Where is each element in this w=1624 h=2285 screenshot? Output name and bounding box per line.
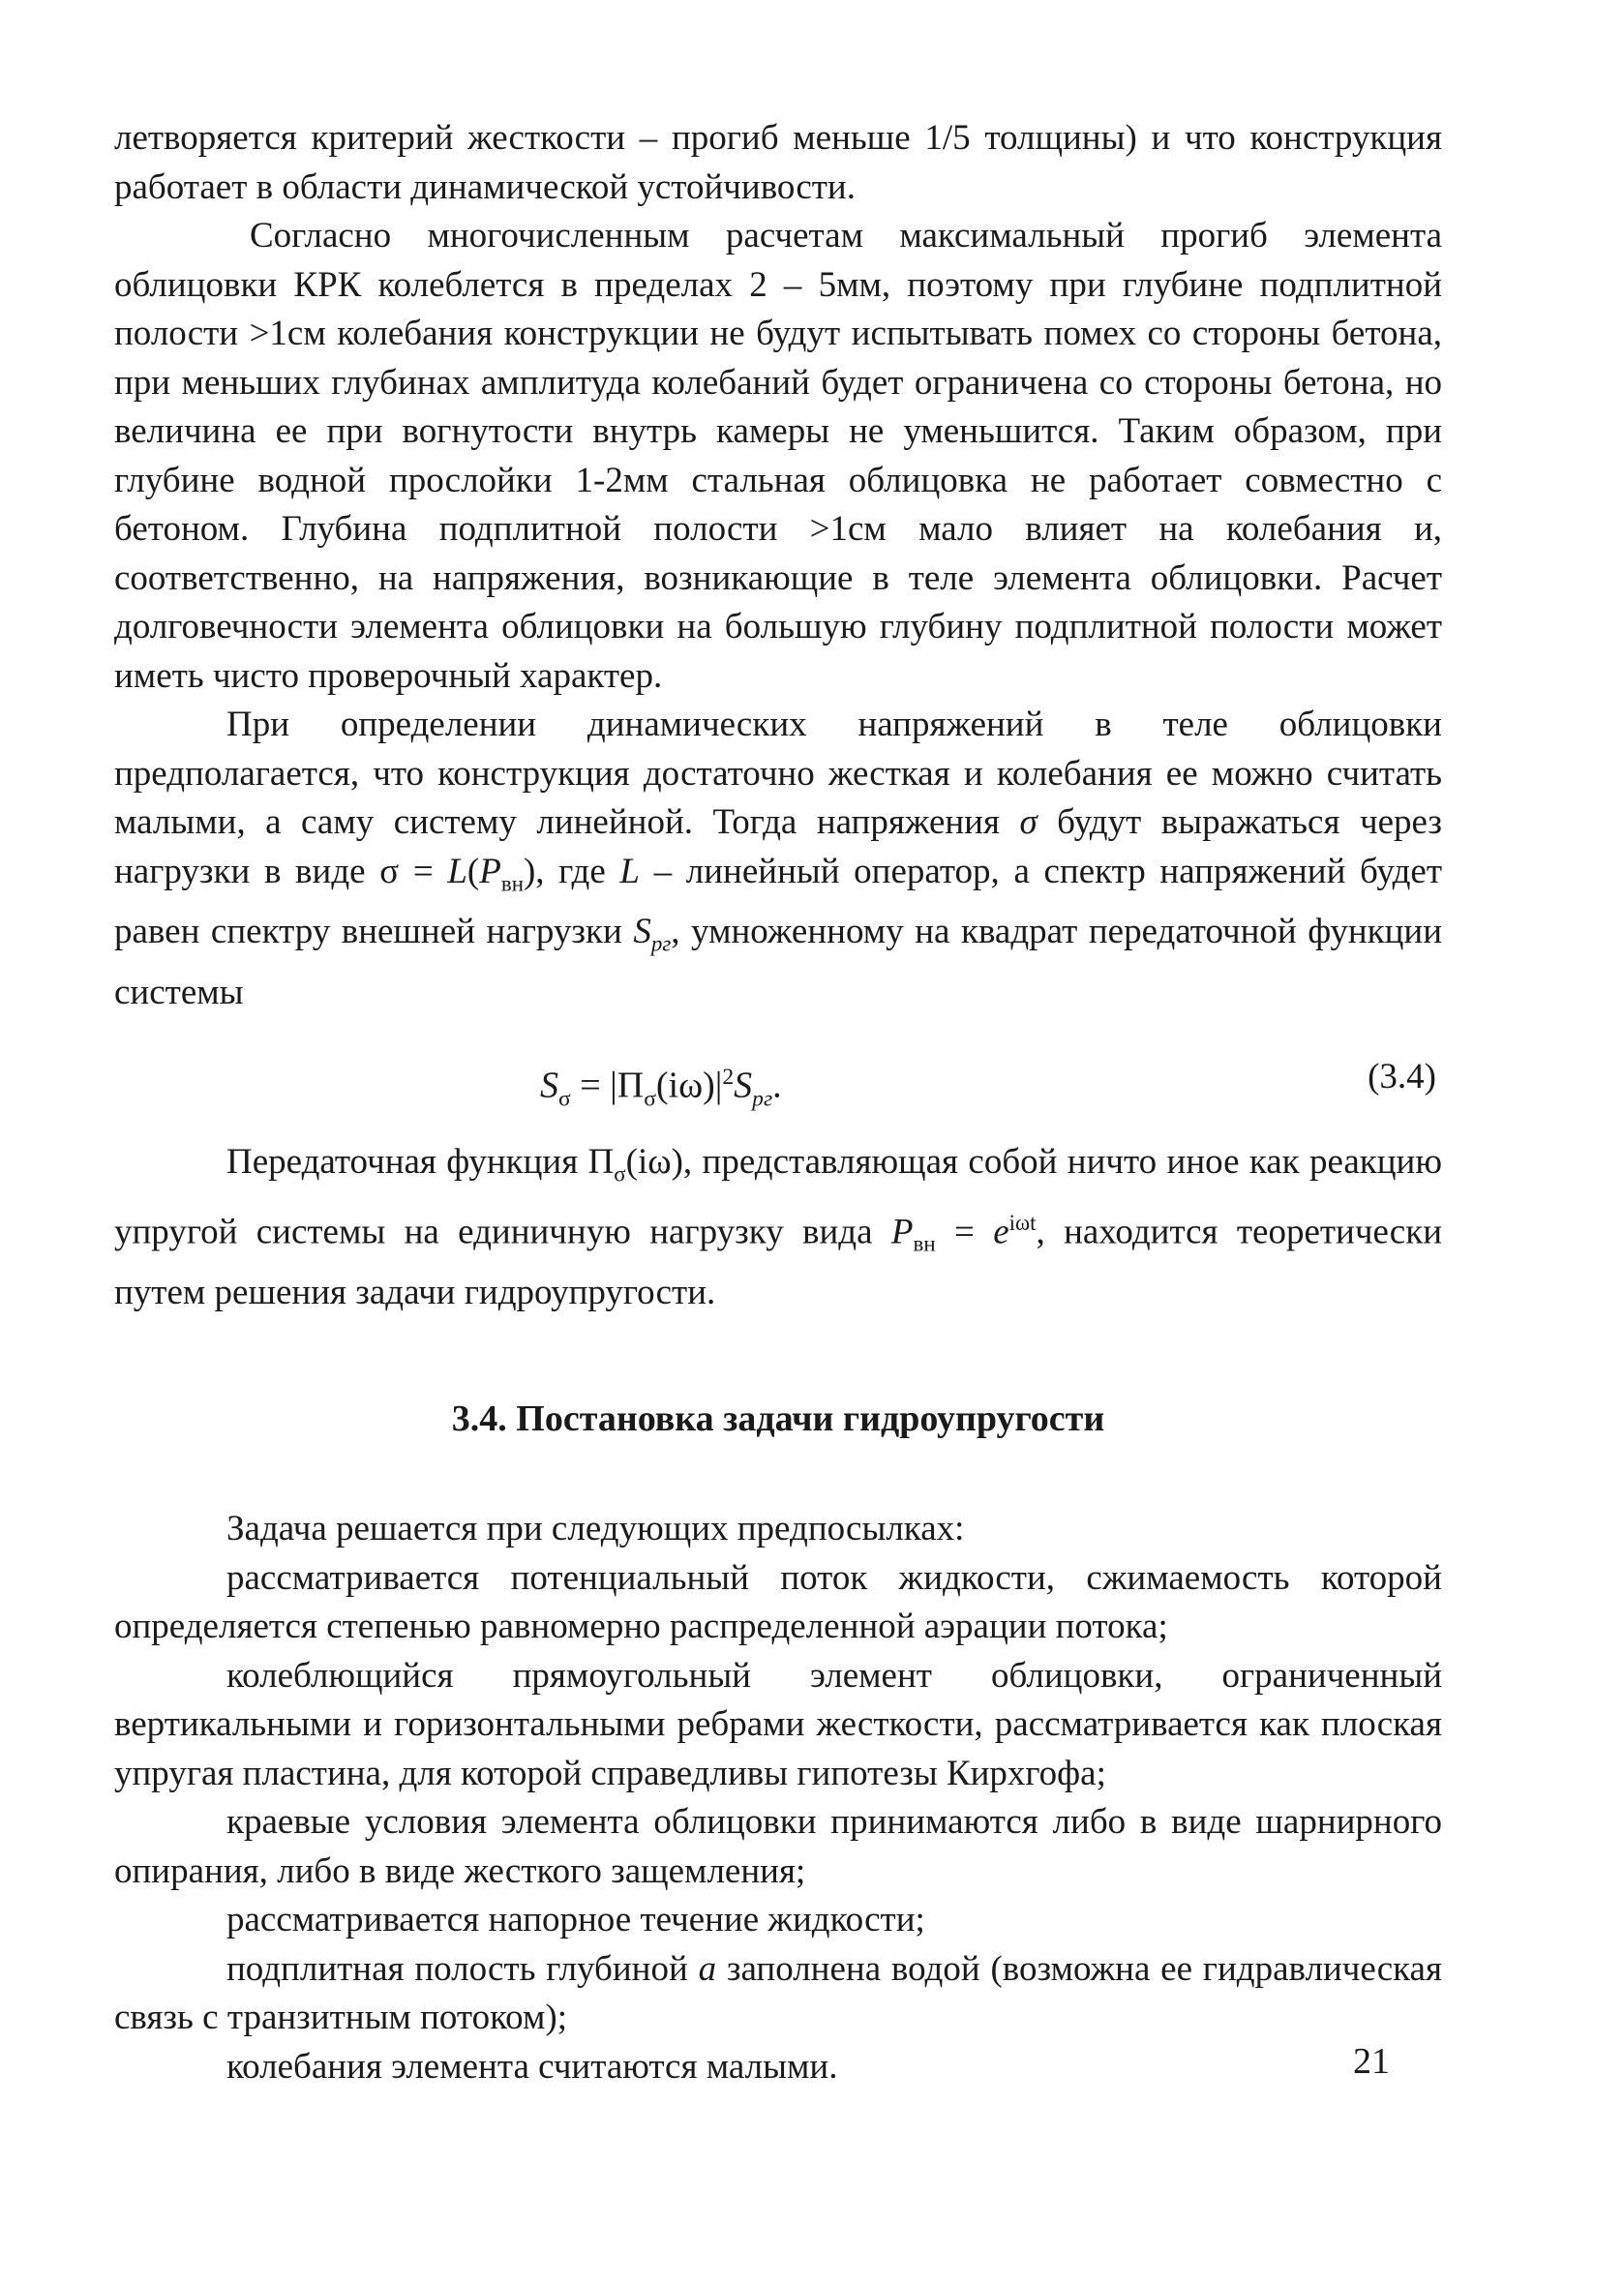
paragraph-4: Передаточная функция $\Pi_\sigma(i\omega)$, представляющая собой ничто иное как реакцию упругой системы на единичную нагрузку вида $P_{вн} = e^{i\omega t}$, находится теоретически путем решения задачи гидроупругости. <box>114 1141 1443 1312</box>
list-item: рассматривается напорное течение жидкости; <box>226 1900 925 1940</box>
list-item: краевые условия элемента облицовки принимаются либо в виде шарнирного опирания, либо в виде жесткого защемления; <box>114 1802 1442 1891</box>
formula-3-4 <box>114 1036 1442 1125</box>
text-column <box>114 114 1442 2091</box>
list-item: колеблющийся прямоугольный элемент облицовки, ограниченный вертикальными и горизонтальными ребрами жесткости, рассматривается как плоская упругая пластина, для которой справедливы гипотезы Кирхгофа; <box>114 1655 1442 1793</box>
paragraph-3: При определении динамических напряжений в теле облицовки предполагается, что конструкция достаточно жесткая и колебания ее можно считать малыми, а саму систему линейной. Тогда напряжения σ будут выражаться через нагрузки в виде $\sigma = L(P_{вн})$, где L – линейный оператор, а спектр напряжений будет равен спектру внешней нагрузки $S_{рг}$, умноженному на квадрат передаточной функции системы <box>114 705 1443 1013</box>
equation-number: (3.4) <box>1368 1056 1436 1097</box>
paragraph-2: Согласно многочисленным расчетам максимальный прогиб элемента облицовки КРК колеблется в пределах 2 – 5мм, поэтому при глубине подплитной полости >1см колебания конструкции не будут испытывать помех со стороны бетона, при меньших глубинах амплитуда колебаний будет ограничена со стороны бетона, но величина ее при вогнутости внутрь камеры не уменьшится. Таким образом, при глубине водной прослойки 1-2мм стальная облицовка не работает совместно с бетоном. Глубина подплитной полости >1см мало влияет на колебания и, соответственно, на напряжения, возникающие в теле элемента облицовки. Расчет долговечности элемента облицовки на большую глубину подплитной полости может иметь чисто проверочный характер. <box>114 216 1442 696</box>
list-item: подплитная полость глубиной а заполнена водой (возможна ее гидравлическая связь с транзитным потоком); <box>114 1948 1442 2038</box>
page-number: 21 <box>1353 2041 1390 2082</box>
section-heading: 3.4. Постановка задачи гидроупругости <box>451 1398 1105 1440</box>
list-item: рассматривается потенциальный поток жидкости, сжимаемость которой определяется степенью равномерно распределенной аэрации потока; <box>114 1557 1442 1647</box>
formula-expression: $S_\sigma = |\Pi_\sigma(i\omega)|^2S_{рг}$. <box>540 1064 782 1112</box>
list-intro: Задача решается при следующих предпосылках: <box>226 1509 965 1549</box>
paragraph-1: летворяется критерий жесткости – прогиб меньше 1/5 толщины) и что конструкция работает в области динамической устойчивости. <box>114 118 1442 207</box>
list-item: колебания элемента считаются малыми. <box>226 2046 838 2087</box>
